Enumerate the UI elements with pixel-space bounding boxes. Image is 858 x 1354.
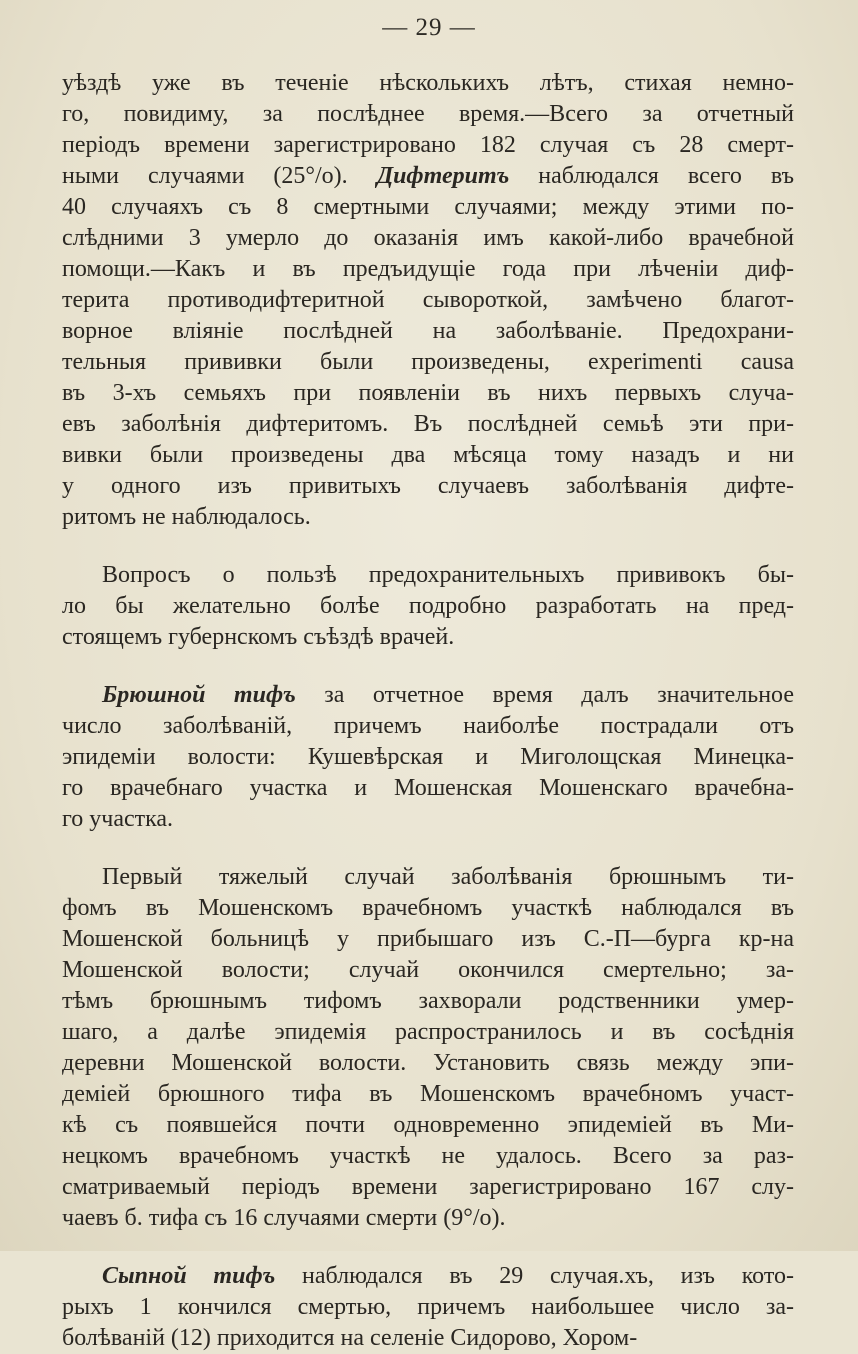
line-text: 40 случаяхъ съ 8 смертными случаями; между этими по-	[62, 194, 794, 220]
line-text: ритомъ не наблюдалось.	[62, 504, 311, 530]
text-line	[62, 378, 794, 409]
paragraph	[62, 680, 794, 835]
text-line	[62, 1141, 794, 1172]
paragraph-gap	[62, 835, 794, 862]
text-line	[62, 285, 794, 316]
text-line	[62, 99, 794, 130]
line-text: рыхъ 1 кончился смертью, причемъ наибольшее число за-	[62, 1294, 794, 1320]
text-line	[62, 440, 794, 471]
text-line	[62, 591, 794, 622]
line-text: наблюдался въ 29 случая.хъ, изъ кото-	[275, 1263, 794, 1289]
text-line	[62, 1079, 794, 1110]
line-text: наблюдался всего въ	[509, 163, 794, 189]
text-line	[62, 711, 794, 742]
line-text: нецкомъ врачебномъ участкѣ не удалось. Всего за раз-	[62, 1143, 794, 1169]
line-text: кѣ съ появшейся почти одновременно эпидеміей въ Ми-	[62, 1112, 794, 1138]
text-line	[62, 742, 794, 773]
line-text: болѣваній (12) приходится на селеніе Сидорово, Хором-	[62, 1325, 638, 1351]
text-line	[62, 68, 794, 99]
text-line	[62, 560, 794, 591]
line-text: терита противодифтеритной сывороткой, замѣчено благот-	[62, 287, 794, 313]
line-text: періодъ времени зарегистрировано 182 случая съ 28 смерт-	[62, 132, 794, 158]
page-number: — 29 —	[382, 14, 476, 41]
line-text: эпидеміи волости: Кушевѣрская и Миголощская Минецка-	[62, 744, 794, 770]
line-text: уѣздѣ уже въ теченіе нѣсколькихъ лѣтъ, стихая немно-	[62, 70, 794, 96]
text-line	[62, 254, 794, 285]
paragraph-gap	[62, 533, 794, 560]
text-line	[62, 1017, 794, 1048]
paragraph	[62, 68, 794, 533]
text-line	[62, 893, 794, 924]
line-text: ными случаями (25°/о).	[62, 163, 377, 189]
line-text: го врачебнаго участка и Мошенская Мошенскаго врачебна-	[62, 775, 794, 801]
line-text: за отчетное время далъ значительное	[295, 682, 794, 708]
text-line	[62, 1110, 794, 1141]
text-line	[62, 1261, 794, 1292]
text-line	[62, 1048, 794, 1079]
text-line	[62, 223, 794, 254]
text-line	[62, 680, 794, 711]
text-line	[62, 471, 794, 502]
paragraph-gap	[62, 1234, 794, 1261]
paragraph-gap	[62, 653, 794, 680]
text-line	[62, 862, 794, 893]
emphasized-term: Дифтеритъ	[376, 163, 510, 189]
text-line	[62, 1323, 794, 1354]
line-text: евъ заболѣнія дифтеритомъ. Въ послѣдней семьѣ эти при-	[62, 411, 794, 437]
text-line	[62, 1172, 794, 1203]
text-line	[62, 130, 794, 161]
text-line	[62, 161, 794, 192]
paragraph	[62, 862, 794, 1234]
line-text: слѣдними 3 умерло до оказанія имъ какой-либо врачебной	[62, 225, 794, 251]
line-text: тѣмъ брюшнымъ тифомъ захворали родственники умер-	[62, 988, 794, 1014]
body-text	[62, 68, 794, 1354]
text-line	[62, 347, 794, 378]
text-line	[62, 1203, 794, 1234]
line-text: Первый тяжелый случай заболѣванія брюшнымъ ти-	[102, 864, 794, 890]
line-text: Вопросъ о пользѣ предохранительныхъ прививокъ бы-	[102, 562, 794, 588]
line-text: въ 3-хъ семьяхъ при появленіи въ нихъ первыхъ случа-	[62, 380, 794, 406]
line-text: тельныя прививки были произведены, experimenti causa	[62, 349, 794, 375]
text-line	[62, 955, 794, 986]
text-line	[62, 192, 794, 223]
text-line	[62, 502, 794, 533]
line-text: сматриваемый періодъ времени зарегистрировано 167 слу-	[62, 1174, 794, 1200]
text-line	[62, 924, 794, 955]
line-text: Мошенской волости; случай окончился смертельно; за-	[62, 957, 794, 983]
line-text: у одного изъ привитыхъ случаевъ заболѣванія дифте-	[62, 473, 794, 499]
line-text: чаевъ б. тифа съ 16 случаями смерти (9°/о).	[62, 1205, 506, 1231]
line-text: вивки были произведены два мѣсяца тому назадъ и ни	[62, 442, 794, 468]
line-text: шаго, а далѣе эпидемія распространилось и въ сосѣднія	[62, 1019, 794, 1045]
emphasized-term: Сыпной тифъ	[102, 1263, 276, 1289]
paragraph	[62, 560, 794, 653]
line-text: го участка.	[62, 806, 174, 832]
line-text: помощи.—Какъ и въ предъидущіе года при лѣченіи диф-	[62, 256, 794, 282]
text-line	[62, 804, 794, 835]
line-text: го, повидиму, за послѣднее время.—Всего за отчетный	[62, 101, 794, 127]
line-text: Мошенской больницѣ у прибышаго изъ С.-П—бурга кр-на	[62, 926, 794, 952]
text-line	[62, 622, 794, 653]
text-line	[62, 409, 794, 440]
line-text: ло бы желательно болѣе подробно разработать на пред-	[62, 593, 794, 619]
paragraph	[62, 1261, 794, 1354]
emphasized-term: Брюшной тифъ	[102, 682, 296, 708]
line-text: фомъ въ Мошенскомъ врачебномъ участкѣ наблюдался въ	[62, 895, 794, 921]
line-text: деміей брюшного тифа въ Мошенскомъ врачебномъ участ-	[62, 1081, 794, 1107]
line-text: число заболѣваній, причемъ наиболѣе пострадали отъ	[62, 713, 794, 739]
line-text: стоящемъ губернскомъ съѣздѣ врачей.	[62, 624, 455, 650]
text-line	[62, 773, 794, 804]
line-text: ворное вліяніе послѣдней на заболѣваніе. Предохрани-	[62, 318, 794, 344]
text-line	[62, 1292, 794, 1323]
text-line	[62, 316, 794, 347]
line-text: деревни Мошенской волости. Установить связь между эпи-	[62, 1050, 794, 1076]
text-line	[62, 986, 794, 1017]
